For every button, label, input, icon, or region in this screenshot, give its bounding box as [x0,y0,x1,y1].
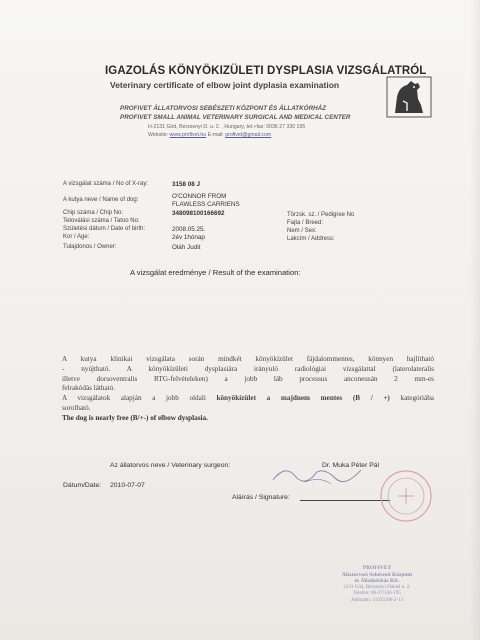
result-line-5 [62,394,434,404]
result-line-6: sorolható. [62,403,91,412]
institution-name-english: PROFIVET SMALL ANIMAL VETERINARY SURGICAL AND MEDICAL CENTER [120,114,351,121]
date-value: 2010-07-07 [110,482,145,489]
stamp-line-5: Telefon: 06-27/330-195 [353,591,401,597]
result-line-5-start: A vizsgálatok alapján a jobb oldali [62,394,206,403]
dog-name-value-line2: FLAWLESS CARRIENS [172,201,240,208]
xray-no-label: A vizsgálat száma / No of X-ray: [63,181,149,187]
dog-name-label: A kutya neve / Name of dog: [63,197,139,203]
owner-label: Tulajdonos / Owner: [63,244,117,250]
date-of-birth-label: Születési dátum / Date of birth: [63,226,146,232]
paper-edge-shadow [470,0,480,640]
chip-no-value: 348098100166692 [172,210,225,217]
result-heading: A vizsgálat eredménye / Result of the examination: [130,268,301,277]
profivet-dog-logo-icon [385,75,433,119]
date-of-birth-value: 2008.05.25. [172,226,206,233]
stamp-line-2: Állatorvosi Sebészeti Központ [341,571,413,578]
stamp-line-6: Adószám: 11925106-2-13 [350,597,404,603]
pedigree-no-label: Törzsk. sz. / Pedigree No [287,212,355,218]
conclusion-statement: The dog is nearly free (B/+-) of elbow dysplasia. [62,414,208,422]
round-official-stamp [378,468,434,524]
contact-line [148,132,271,138]
age-label: Kor / Age: [63,234,90,240]
owner-value: Oláh Judit [172,244,201,251]
institution-address: H-2131 Göd, Berzsenyi D. u. 2. , Hungary, tel.+fax: 0036 27 330 195 [148,124,306,130]
breed-label: Fajta / Breed: [287,220,324,226]
address-label: Lakcím / Address: [287,236,335,242]
result-line-1: A kutya klinikai vizsgálata során mindkét könyökízület fájdalommentes, könnyen hajlítható [62,355,434,363]
stamp-line-4: 2131 Göd, Berzsenyi Dániel u. 2. [343,584,411,590]
stamp-line-3: és Állatkórház Kft. [354,578,400,585]
stamp-line-1: PROFIVET [362,565,392,571]
signature-line [300,500,390,501]
email-link[interactable]: profivet@gmail.com [225,132,272,138]
result-line-3: illetve dorsoventralis RTG-felvételeken) a jobb láb processus anconeusán 2 mm-es [62,374,434,383]
sex-label: Nem / Sex: [287,228,317,234]
certificate-title-english: Veterinary certificate of elbow joint dyplasia examination [110,80,340,90]
chip-no-label: Chip száma / Chip No: [63,210,124,216]
examination-text [62,355,434,414]
email-label: E-mail: [207,132,224,138]
dog-name-value-line1: O'CONNOR FROM [172,193,227,200]
result-category-bold: könyökízület a majdnem mentes (B / +) [216,394,390,403]
tattoo-no-label: Tetoválási száma / Tatoo No: [63,218,140,224]
date-label: Dátum/Date: [63,482,102,489]
handwritten-signature [265,458,375,488]
institution-name-hungarian: PROFIVET ÁLLATORVOSI SEBÉSZETI KÖZPONT ÉS ÁLLATKÓRHÁZ [120,105,327,112]
clinic-stamp [312,565,442,605]
result-line-2: - nyújtható. A könyökízületi dysplasiára irányuló radiológiai vizsgálattal (laterolateralis [62,364,434,373]
certificate-title-hungarian: IGAZOLÁS KÖNYÖKIZÜLETI DYSPLASIA VIZSGÁLATRÓL [105,65,427,77]
surgeon-label: Az állatorvos neve / Veterinary surgeon: [110,462,231,469]
result-line-4: felrakódás látható. [62,384,116,393]
age-value: 2év 1hónap [172,234,205,241]
website-link[interactable]: www.profivet.hu [169,132,207,138]
signature-label: Aláírás / Signature: [232,494,290,501]
result-line-5-end: kategóriába [400,394,434,403]
website-label: Website: [148,132,169,138]
xray-no-value: 3158 08 J [172,181,201,188]
surgeon-name: Dr. Muka Péter Pál [322,462,380,469]
